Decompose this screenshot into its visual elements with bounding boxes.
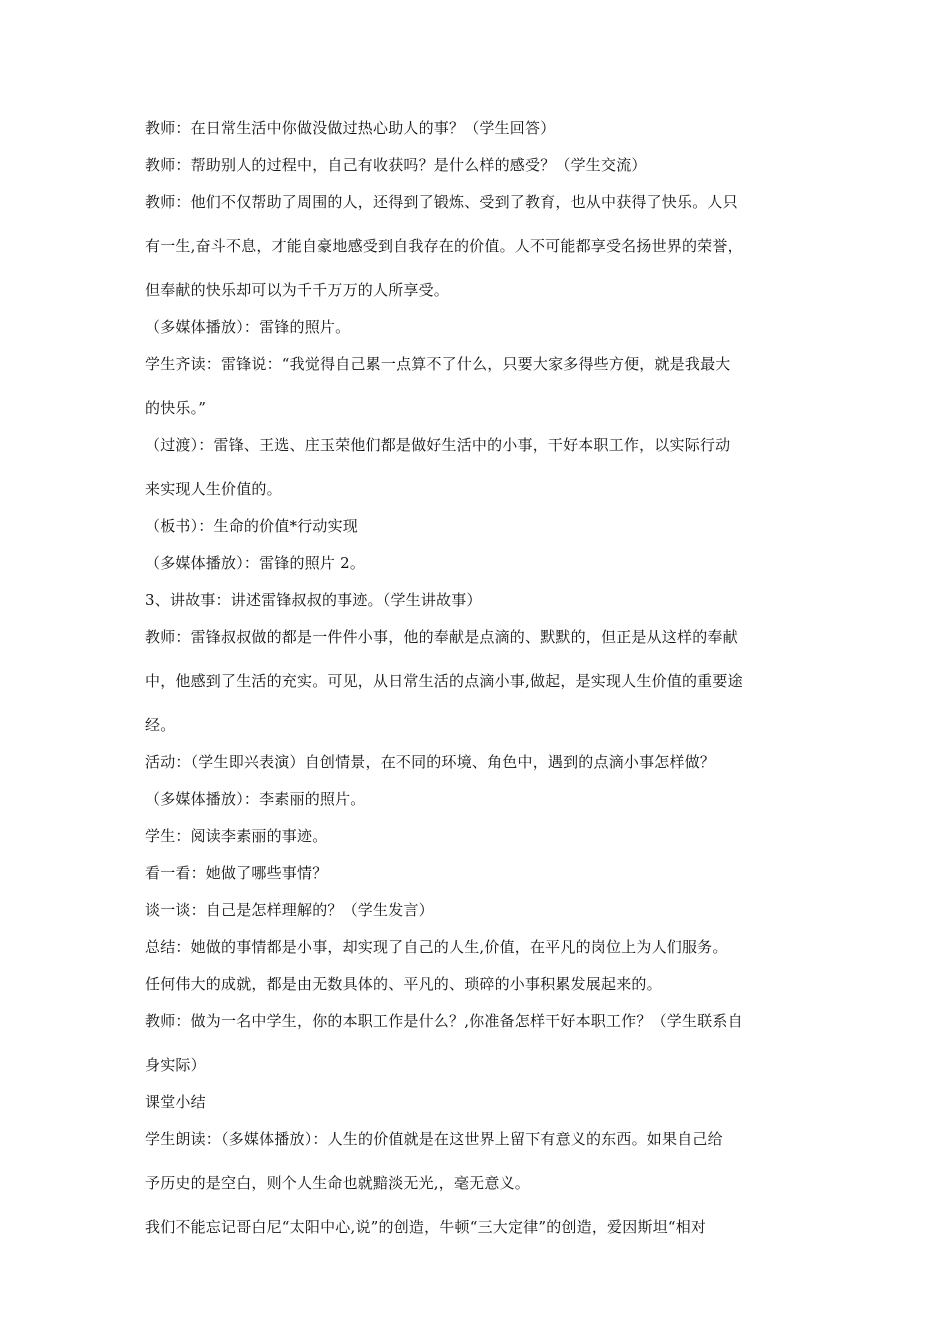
document-page [145, 118, 807, 1237]
text-line: 中，他感到了生活的充实。可见，从日常生活的点滴小事,做起，是实现人生价值的重要途 [145, 672, 743, 690]
text-line: 任何伟大的成就，都是由无数具体的、平凡的、琐碎的小事积累发展起来的。 [145, 975, 662, 993]
text-line: 的快乐。” [145, 399, 207, 417]
section-heading: 课堂小结 [145, 1093, 206, 1111]
text-line: 教师：帮助别人的过程中，自己有收获吗？是什么样的感受？（学生交流） [145, 156, 647, 174]
text-line: （多媒体播放）：雷锋的照片。 [145, 318, 351, 336]
text-line: 活动：（学生即兴表演）自创情景，在不同的环境、角色中，遇到的点滴小事怎样做？ [145, 753, 716, 771]
text-line: 谈一谈：自己是怎样理解的？（学生发言） [145, 901, 434, 919]
text-line: 教师：做为一名中学生，你的本职工作是什么？,你准备怎样干好本职工作？（学生联系自 [145, 1012, 743, 1030]
text-line: （过渡）：雷锋、王选、庄玉荣他们都是做好生活中的小事，干好本职工作，以实际行动 [145, 436, 731, 454]
text-line: （多媒体播放）：李素丽的照片。 [145, 790, 366, 808]
text-line: （板书）：生命的价值*行动实现 [145, 517, 359, 535]
text-line: 经。 [145, 716, 176, 734]
text-line: 总结：她做的事情都是小事，却实现了自己的人生,价值，在平凡的岗位上为人们服务。 [145, 938, 728, 956]
text-line: 来实现人生价值的。 [145, 480, 282, 498]
text-line: 学生：阅读李素丽的事迹。 [145, 827, 328, 845]
text-line: 学生齐读：雷锋说：“我觉得自己累一点算不了什么，只要大家多得些方便，就是我最大 [145, 355, 731, 373]
text-line: 但奉献的快乐却可以为千千万万的人所享受。 [145, 281, 450, 299]
text-line: 我们不能忘记哥白尼“太阳中心,说”的创造，牛顿“三大定律”的创造，爱因斯坦“相对 [145, 1218, 707, 1236]
text-line: 教师：在日常生活中你做没做过热心助人的事？（学生回答） [145, 119, 556, 137]
text-line: 教师：他们不仅帮助了周围的人，还得到了锻炼、受到了教育，也从中获得了快乐。人只 [145, 193, 738, 211]
text-line: 学生朗读：（多媒体播放）：人生的价值就是在这世界上留下有意义的东西。如果自己给 [145, 1130, 723, 1148]
text-line: （多媒体播放）：雷锋的照片 2。 [145, 554, 366, 572]
text-line: 有一生,奋斗不息，才能自豪地感受到自我存在的价值。人不可能都享受名扬世界的荣誉， [145, 237, 743, 255]
text-line: 教师：雷锋叔叔做的都是一件件小事，他的奉献是点滴的、默默的，但正是从这样的奉献 [145, 628, 738, 646]
text-line: 身实际） [145, 1056, 206, 1074]
text-line: 3、讲故事：讲述雷锋叔叔的事迹。（学生讲故事） [145, 591, 482, 609]
text-line: 看一看：她做了哪些事情？ [145, 864, 328, 882]
text-line: 予历史的是空白，则个人生命也就黯淡无光,，毫无意义。 [145, 1174, 530, 1192]
